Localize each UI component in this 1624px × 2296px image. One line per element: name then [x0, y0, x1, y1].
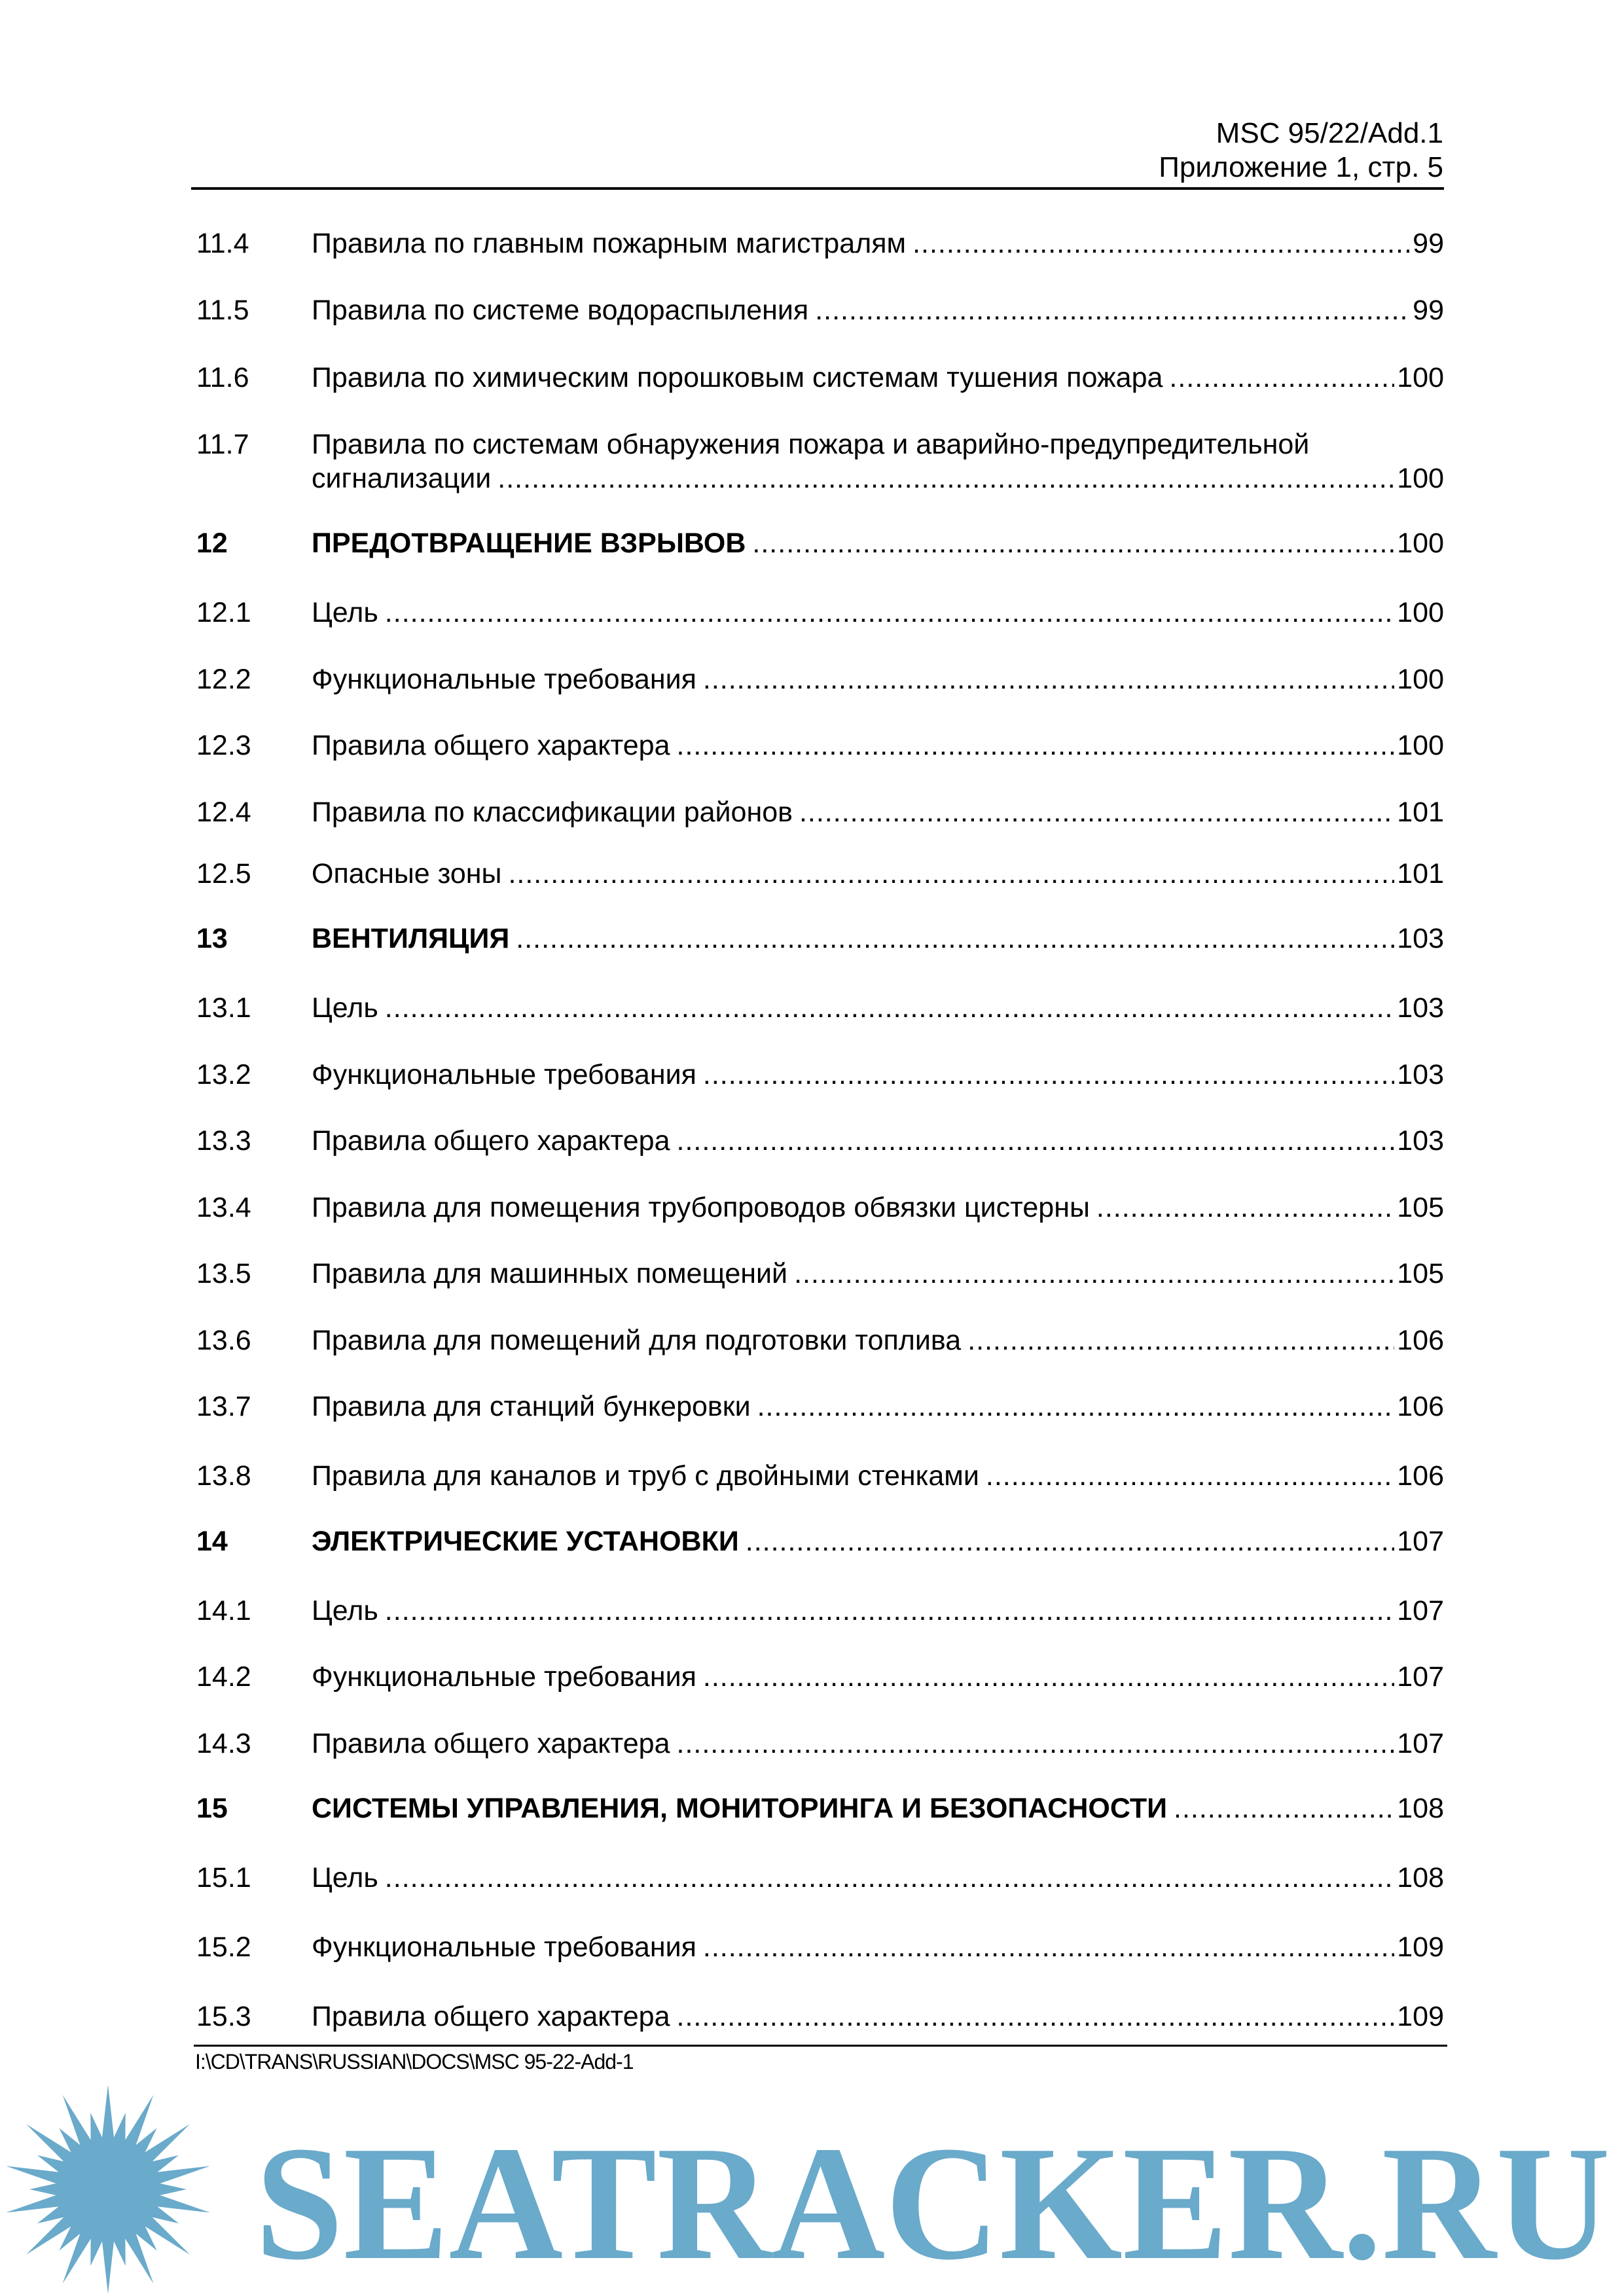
toc-entry-number: 12 [196, 528, 228, 559]
toc-entry-number: 13.1 [196, 992, 251, 1024]
toc-entry[interactable] [196, 2000, 1444, 2034]
toc-entry-title: Опасные зоны [312, 858, 502, 889]
toc-entry[interactable] [196, 361, 1444, 395]
dot-leader [1169, 361, 1394, 395]
toc-entry[interactable] [196, 1930, 1444, 1964]
toc-entry-page: 107 [1397, 1661, 1444, 1693]
toc-entry-page: 100 [1397, 362, 1444, 393]
toc-entry-number: 13.6 [196, 1325, 251, 1356]
toc-entry-number: 11.7 [196, 429, 249, 460]
dot-leader [746, 1524, 1395, 1558]
toc-entry-number: 14.2 [196, 1661, 251, 1693]
toc-entry-title: ПРЕДОТВРАЩЕНИЕ ВЗРЫВОВ [312, 528, 746, 559]
dot-leader [385, 1861, 1394, 1895]
toc-entry-number: 13.2 [196, 1059, 251, 1090]
toc-entry-number: 11.4 [196, 228, 249, 259]
toc-entry-title: Правила для помещений для подготовки топлива [312, 1325, 962, 1356]
toc-entry-title: Цель [312, 597, 378, 628]
toc-entry[interactable] [196, 922, 1444, 956]
dot-leader [912, 226, 1410, 260]
toc-entry-page: 99 [1413, 295, 1444, 326]
toc-entry-number: 13.7 [196, 1391, 251, 1422]
toc-entry-number: 12.3 [196, 730, 251, 761]
toc-entry-number: 13.5 [196, 1258, 251, 1289]
dot-leader [757, 1390, 1395, 1424]
toc-entry-number: 14 [196, 1526, 228, 1557]
toc-entry[interactable] [196, 1257, 1444, 1291]
toc-entry-page: 108 [1397, 1793, 1444, 1824]
toc-entry-page: 100 [1397, 597, 1444, 628]
dot-leader [703, 1660, 1394, 1694]
toc-entry[interactable] [196, 1323, 1444, 1357]
dot-leader [677, 1727, 1395, 1761]
toc-entry-page: 103 [1397, 1125, 1444, 1157]
toc-entry-title: ЭЛЕКТРИЧЕСКИЕ УСТАНОВКИ [312, 1526, 739, 1557]
toc-entry-number: 15.3 [196, 2001, 251, 2032]
dot-leader [703, 662, 1394, 696]
toc-entry[interactable] [196, 991, 1444, 1025]
toc-entry-title: ВЕНТИЛЯЦИЯ [312, 923, 510, 954]
toc-entry-page: 103 [1397, 992, 1444, 1024]
toc-entry-page: 103 [1397, 923, 1444, 954]
watermark-text: SEATRACKER.RU [255, 2113, 1610, 2294]
toc-entry-number: 12.1 [196, 597, 251, 628]
toc-entry-number: 15.2 [196, 1931, 251, 1963]
toc-entry-page: 103 [1397, 1059, 1444, 1090]
toc-entry-page: 101 [1397, 858, 1444, 889]
toc-entry-page: 107 [1397, 1595, 1444, 1626]
toc-entry-title: Цель [312, 1862, 378, 1893]
dot-leader [794, 1257, 1394, 1291]
footer-file-path: I:\CD\TRANS\RUSSIAN\DOCS\MSC 95-22-Add-1 [195, 2050, 634, 2073]
toc-entry-page: 105 [1397, 1192, 1444, 1223]
toc-entry-number: 15.1 [196, 1862, 251, 1893]
toc-entry-number: 12.4 [196, 797, 251, 828]
toc-entry-number: 12.5 [196, 858, 251, 889]
toc-entry-title: Правила для станций бункеровки [312, 1391, 751, 1422]
toc-entry-number: 13 [196, 923, 228, 954]
toc-entry-page: 107 [1397, 1728, 1444, 1759]
dot-leader [752, 526, 1394, 560]
toc-entry-number: 13.3 [196, 1125, 251, 1157]
toc-entry-title: Правила общего характера [312, 2001, 670, 2032]
toc-entry-title: Правила по классификации районов [312, 797, 793, 828]
toc-entry-page: 109 [1397, 1931, 1444, 1963]
toc-entry-page: 109 [1397, 2001, 1444, 2032]
toc-entry[interactable] [196, 795, 1444, 829]
toc-entry-page: 100 [1397, 463, 1444, 494]
toc-entry[interactable] [196, 526, 1444, 560]
header-doc-id: MSC 95/22/Add.1 [1216, 117, 1443, 149]
toc-entry[interactable] [196, 728, 1444, 762]
toc-entry-number: 12.2 [196, 664, 251, 695]
toc-entry[interactable] [196, 1191, 1444, 1225]
toc-entry-title: Функциональные требования [312, 1661, 696, 1693]
toc-entry-title: Правила по химическим порошковым системам тушения пожара [312, 362, 1163, 393]
toc-entry-title: Правила общего характера [312, 730, 670, 761]
toc-entry[interactable] [196, 1390, 1444, 1424]
toc-entry[interactable] [196, 1524, 1444, 1558]
toc-entry-number: 14.3 [196, 1728, 251, 1759]
toc-entry-title: Правила по системе водораспыления [312, 295, 809, 326]
toc-entry-title: Правила для помещения трубопроводов обвязки цистерны [312, 1192, 1090, 1223]
header-rule [191, 187, 1444, 190]
sunburst-icon [6, 2085, 210, 2294]
footer-rule [194, 2045, 1447, 2047]
toc-entry-title: Правила по главным пожарным магистралям [312, 228, 907, 259]
toc-entry[interactable] [196, 1124, 1444, 1158]
toc-entry-page: 107 [1397, 1526, 1444, 1557]
toc-entry-number: 13.8 [196, 1460, 251, 1492]
toc-entry[interactable] [196, 1660, 1444, 1694]
toc-entry[interactable] [196, 596, 1444, 630]
toc-entry-page: 105 [1397, 1258, 1444, 1289]
dot-leader [385, 596, 1394, 630]
toc-entry[interactable] [196, 1727, 1444, 1761]
dot-leader [508, 857, 1394, 891]
toc-entry-number: 14.1 [196, 1595, 251, 1626]
dot-leader [967, 1323, 1394, 1357]
toc-entry-page: 108 [1397, 1862, 1444, 1893]
toc-entry-page: 106 [1397, 1391, 1444, 1422]
toc-entry-title: Цель [312, 1595, 378, 1626]
toc-entry-number: 15 [196, 1793, 228, 1824]
toc-entry[interactable] [196, 662, 1444, 696]
dot-leader [986, 1459, 1394, 1493]
toc-entry[interactable] [196, 1594, 1444, 1628]
dot-leader [385, 991, 1394, 1025]
toc-entry-title: Функциональные требования [312, 1059, 696, 1090]
dot-leader [497, 461, 1394, 495]
toc-entry-title: Правила для каналов и труб с двойными стенками [312, 1460, 979, 1492]
toc-entry[interactable] [196, 1861, 1444, 1895]
dot-leader [677, 2000, 1395, 2034]
toc-entry-page: 100 [1397, 528, 1444, 559]
toc-entry-number: 13.4 [196, 1192, 251, 1223]
toc-entry[interactable] [196, 1459, 1444, 1493]
dot-leader [516, 922, 1394, 956]
toc-entry-title: Правила для машинных помещений [312, 1258, 788, 1289]
dot-leader [385, 1594, 1394, 1628]
toc-entry-number: 11.6 [196, 362, 249, 393]
toc-entry-page: 106 [1397, 1325, 1444, 1356]
dot-leader [815, 293, 1410, 327]
toc-entry-title: Правила общего характера [312, 1728, 670, 1759]
toc-entry[interactable] [196, 1791, 1444, 1825]
toc-entry-page: 106 [1397, 1460, 1444, 1492]
toc-entry-page: 100 [1397, 730, 1444, 761]
seatracker-watermark-logo [0, 2081, 1624, 2296]
toc-entry-page: 99 [1413, 228, 1444, 259]
toc-entry-number: 11.5 [196, 295, 249, 326]
toc-entry-title: Цель [312, 992, 378, 1024]
toc-entry-title: СИСТЕМЫ УПРАВЛЕНИЯ, МОНИТОРИНГА И БЕЗОПАСНОСТИ [312, 1793, 1167, 1824]
dot-leader [1174, 1791, 1394, 1825]
toc-entry[interactable] [196, 1058, 1444, 1092]
toc-entry-page: 100 [1397, 664, 1444, 695]
toc-entry-title-line1: Правила по системам обнаружения пожара и аварийно-предупредительной [312, 429, 1310, 460]
dot-leader [1096, 1191, 1394, 1225]
toc-entry[interactable] [196, 293, 1444, 327]
toc-entry-title: Функциональные требования [312, 664, 696, 695]
toc-entry-title: Функциональные требования [312, 1931, 696, 1963]
dot-leader [703, 1930, 1394, 1964]
dot-leader [799, 795, 1394, 829]
toc-entry-title: сигнализации [312, 463, 492, 494]
header-page-ref: Приложение 1, стр. 5 [1159, 151, 1443, 183]
dot-leader [677, 728, 1395, 762]
toc-entry-title: Правила общего характера [312, 1125, 670, 1157]
toc-entry-page: 101 [1397, 797, 1444, 828]
toc-entry[interactable] [196, 857, 1444, 891]
toc-entry[interactable] [196, 226, 1444, 260]
dot-leader [703, 1058, 1394, 1092]
dot-leader [677, 1124, 1395, 1158]
